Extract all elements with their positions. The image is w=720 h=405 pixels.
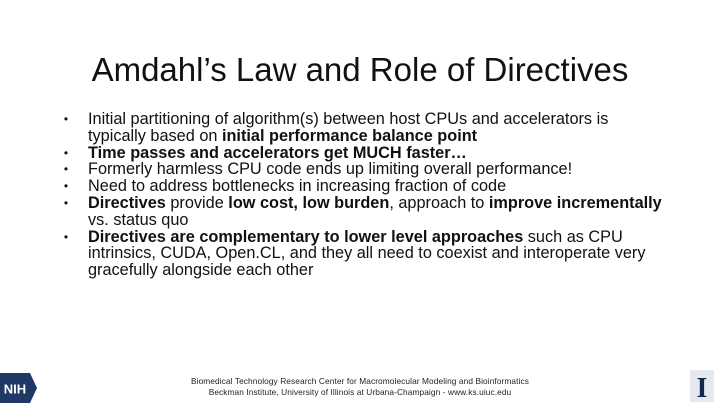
bullet-text: vs. status quo xyxy=(88,210,189,229)
footer-line-1: Biomedical Technology Research Center for Macromolecular Modeling and Bioinformatics xyxy=(191,376,529,386)
bullet-text-bold: initial performance balance point xyxy=(221,126,478,145)
bullet-dot: • xyxy=(63,195,69,210)
bullet-item xyxy=(60,111,670,145)
nih-logo-text: NIH xyxy=(3,381,27,397)
bullet-dot: • xyxy=(63,112,69,126)
bullet-item xyxy=(60,161,670,178)
bullet-item xyxy=(60,195,670,229)
footer-line-2: Beckman Institute, University of Illinois at Urbana-Champaign - www.ks.uiuc.edu xyxy=(208,387,512,397)
bullet-text: , approach to xyxy=(389,193,489,212)
bullet-dot: • xyxy=(63,229,69,244)
footer xyxy=(150,376,570,398)
bullet-dot: • xyxy=(63,179,69,194)
bullet-item xyxy=(60,229,670,279)
bullet-item xyxy=(60,178,670,195)
bullet-text: Need to address bottlenecks in increasing fraction of code xyxy=(88,177,507,196)
bullet-text: such as CPU intrinsics, CUDA, Open.CL, and they all need to coexist and interoperate very gracefully alongside each other xyxy=(88,227,646,280)
bullet-item xyxy=(60,145,670,162)
bullet-text: provide xyxy=(165,193,229,212)
bullet-text-bold: low cost, low burden xyxy=(228,193,390,212)
slide-title: Amdahl’s Law and Role of Directives xyxy=(91,51,629,88)
bullet-text-bold: Time passes and accelerators get MUCH faster… xyxy=(88,143,467,162)
illinois-logo xyxy=(690,370,714,402)
bullet-list xyxy=(60,111,670,279)
bullet-text: Initial partitioning of algorithm(s) between host CPUs and accelerators is typically based on xyxy=(88,110,609,145)
bullet-text: Formerly harmless CPU code ends up limiting overall performance! xyxy=(88,160,573,179)
bullet-dot: • xyxy=(63,145,69,160)
bullet-text-bold: improve incrementally xyxy=(488,193,662,212)
bullet-text-bold: Directives are complementary to lower level approaches xyxy=(88,227,524,246)
bullet-text-bold: Directives xyxy=(88,193,166,212)
bullet-dot: • xyxy=(63,162,69,177)
illinois-logo-text: I xyxy=(696,373,708,402)
nih-logo xyxy=(0,373,37,403)
